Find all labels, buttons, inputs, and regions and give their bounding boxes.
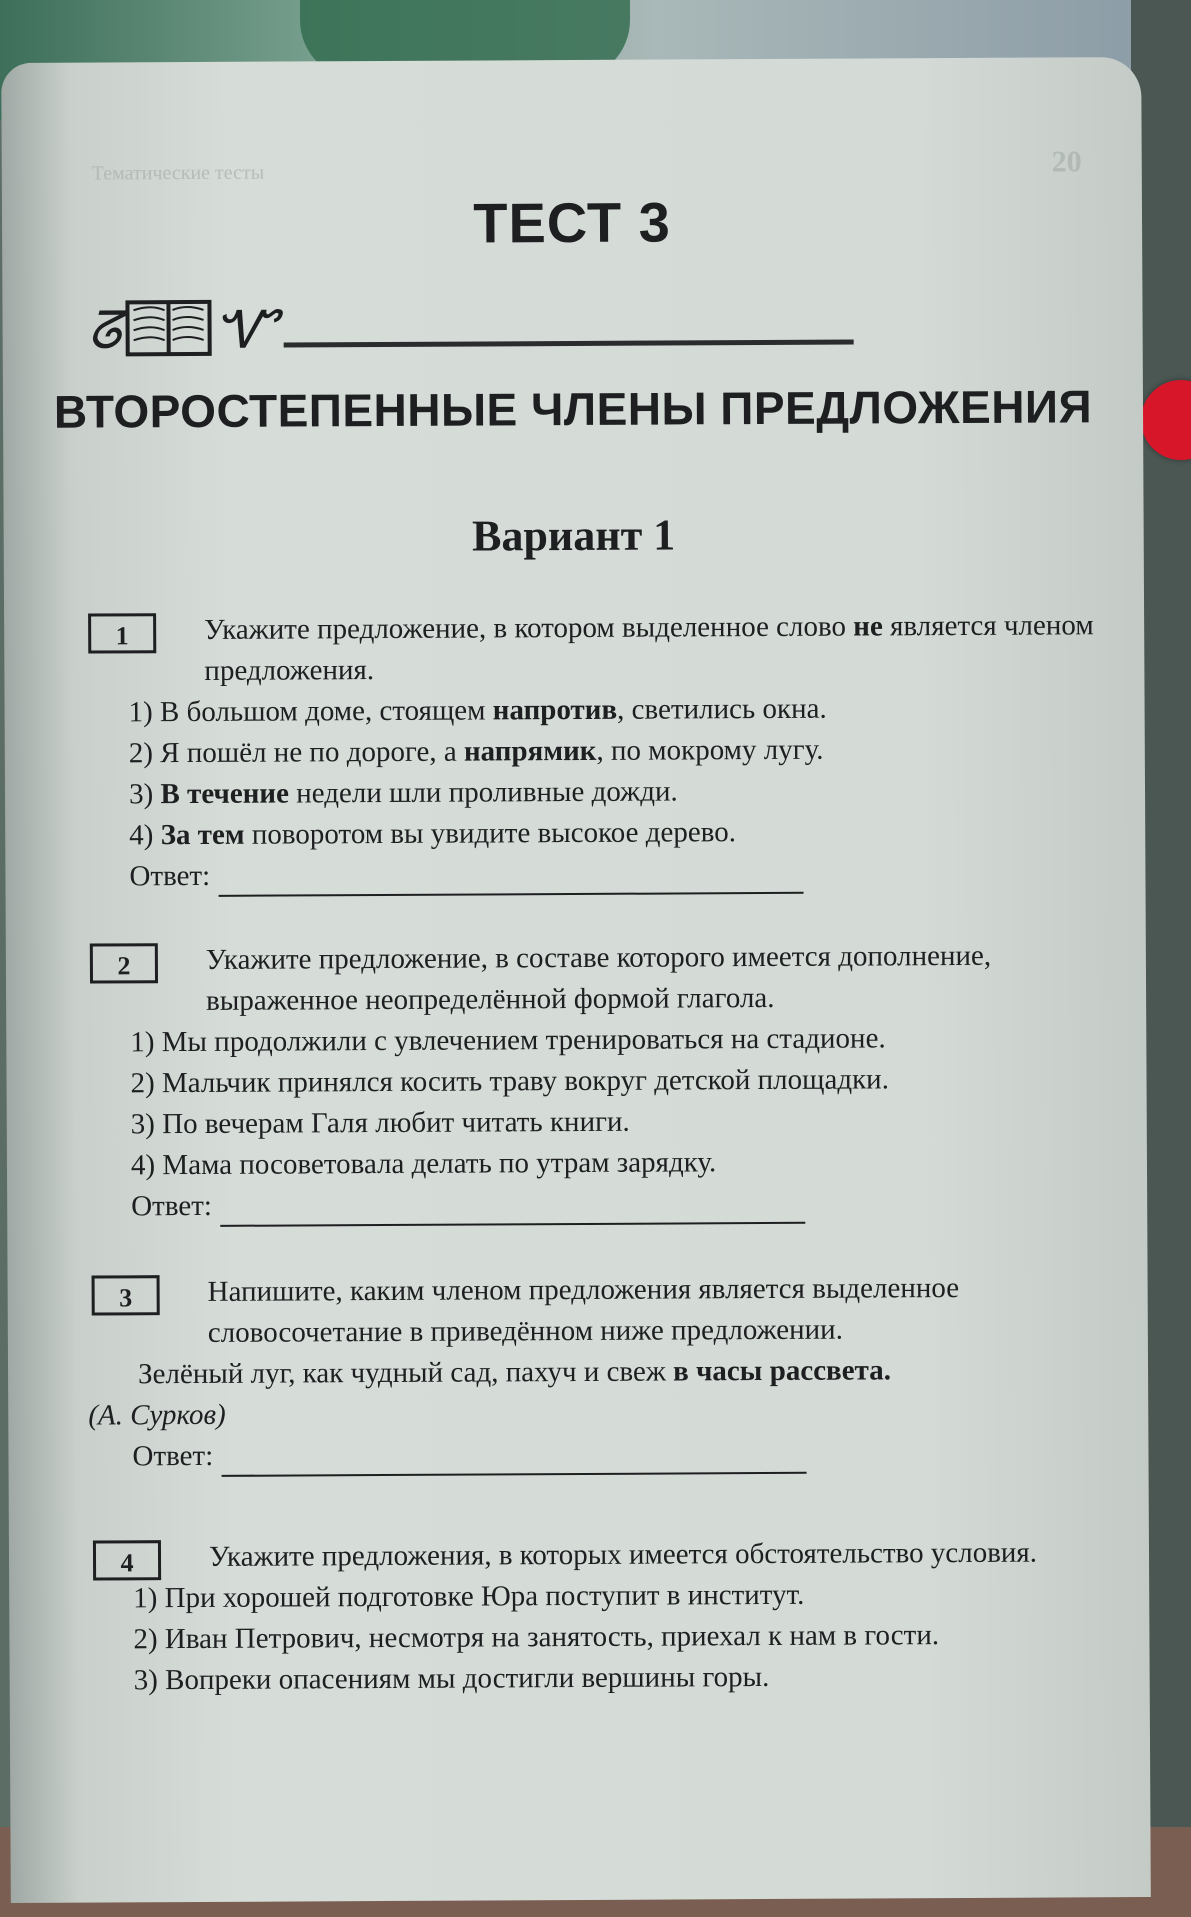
- question-4: [79, 1532, 1100, 1701]
- question-text: Укажите предложение, в котором выделенное слово не является членом предложения.: [204, 609, 1094, 687]
- section-title: ВТОРОСТЕПЕННЫЕ ЧЛЕНЫ ПРЕДЛОЖЕНИЯ: [53, 380, 1093, 438]
- question-text: Укажите предложения, в которых имеется обстоятельство условия.: [208, 1536, 1038, 1573]
- option: 4) Мама посоветовала делать по утрам зарядку.: [130, 1146, 717, 1182]
- option: 1) Мы продолжили с увлечением тренироваться на стадионе.: [130, 1022, 886, 1059]
- answer-label: Ответ:: [131, 1189, 213, 1223]
- quoted-sentence: Зелёный луг, как чудный сад, пахуч и свеж в часы рассвета.: [137, 1354, 891, 1391]
- question-text: Напишите, каким членом предложения является выделенное словосочетание в приведённом ниже предложении.: [207, 1271, 960, 1349]
- book-icon: [123, 298, 213, 358]
- answer-field[interactable]: [220, 1194, 805, 1227]
- quote-author: (А. Сурков): [88, 1398, 226, 1432]
- option: 2) Иван Петрович, несмотря на занятость, приехал к нам в гости.: [133, 1619, 940, 1656]
- option: 3) Вопреки опасениям мы достигли вершины горы.: [133, 1660, 770, 1697]
- option: 3) В течение недели шли проливные дожди.: [128, 775, 678, 811]
- answer-field[interactable]: [221, 1444, 806, 1477]
- question-number: 4: [93, 1540, 161, 1580]
- question-1: [74, 605, 1095, 897]
- test-title: ТЕСТ 3: [473, 190, 671, 255]
- question-number: 2: [90, 943, 158, 983]
- variant-heading: Вариант 1: [471, 510, 676, 561]
- option: 1) При хорошей подготовке Юра поступит в институт.: [133, 1578, 805, 1615]
- question-number: 1: [88, 613, 156, 653]
- option: 2) Я пошёл не по дороге, а напрямик, по мокрому лугу.: [128, 733, 824, 770]
- book-page: [1, 57, 1151, 1903]
- question-2: [76, 935, 1097, 1227]
- page-content: [1, 57, 1151, 1903]
- answer-field[interactable]: [218, 864, 803, 897]
- option: 2) Мальчик принялся косить траву вокруг детской площадки.: [130, 1063, 889, 1100]
- question-3: [78, 1267, 1099, 1477]
- answer-row: [129, 851, 1095, 897]
- ornament-rule: [283, 340, 853, 348]
- answer-row: [131, 1181, 1097, 1227]
- answer-row: [132, 1431, 1098, 1477]
- option: 3) По вечерам Галя любит читать книги.: [130, 1105, 630, 1141]
- question-number: 3: [92, 1275, 160, 1315]
- running-head: Тематические тесты: [91, 161, 265, 185]
- title-ornament: [87, 295, 853, 359]
- page-number: 20: [1051, 145, 1082, 179]
- ornament-left: ᘔ: [87, 303, 122, 361]
- ornament-right: Ꮙ: [215, 302, 278, 360]
- answer-label: Ответ:: [129, 859, 211, 893]
- option: 4) За тем поворотом вы увидите высокое дерево.: [129, 816, 736, 852]
- answer-label: Ответ:: [132, 1439, 214, 1473]
- question-text: Укажите предложение, в составе которого имеется дополнение, выраженное неопределённой формой глагола.: [205, 939, 992, 1017]
- option: 1) В большом доме, стоящем напротив, светились окна.: [128, 692, 827, 729]
